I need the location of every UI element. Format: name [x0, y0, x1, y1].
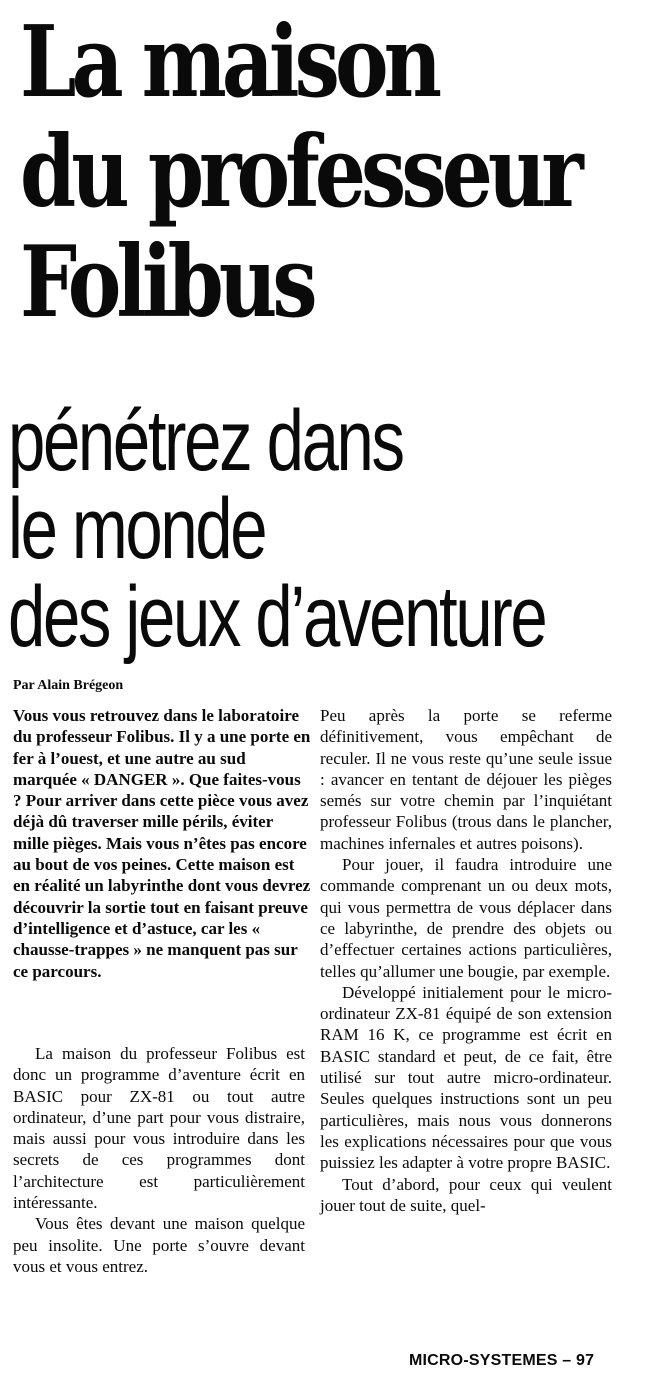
body-paragraph: Pour jouer, il faudra introduire une commande comprenant un ou deux mots, qui vous permettra de vous déplacer dans ce labyrinthe, de prendre des objets ou d’effectuer certaines actions particulières, telles qu’allumer une bougie, par exemple.	[320, 855, 612, 981]
article-title	[20, 5, 579, 340]
byline: Par Alain Brégeon	[13, 678, 124, 693]
subtitle-line-3: des jeux d’aventure	[8, 569, 546, 665]
body-paragraph: Développé initialement pour le micro-ordinateur ZX-81 équipé de son extension RAM 16 K, ce programme est écrit en BASIC standard et peut, de ce fait, être utilisé sur tout autre micro-ordinateur. Seules quelques instructions sont un peu particulières, mais nous vous donnerons les explications nécessaires pour que vous puissiez les adapter à votre propre BASIC.	[320, 982, 612, 1173]
article-subtitle	[8, 393, 546, 665]
page-footer: MICRO-SYSTEMES – 97	[409, 1352, 595, 1369]
body-column-right	[320, 705, 612, 1216]
title-line-2: du professeur	[20, 115, 579, 230]
title-line-3: Folibus	[20, 225, 313, 340]
body-paragraph: La maison du professeur Folibus est donc un programme d’aventure écrit en BASIC pour ZX-81 ou tout autre ordinateur, d’une part pour vous distraire, mais aussi pour vous introduire dans les secrets de ces programmes dont l’architecture est particulièrement intéressante.	[13, 1044, 305, 1213]
body-column-left	[13, 1043, 305, 1277]
subtitle-line-2: le monde	[8, 481, 266, 577]
subtitle-line-1: pénétrez dans	[8, 393, 403, 489]
body-paragraph: Peu après la porte se referme définitivement, vous empêchant de reculer. Il ne vous reste qu’une seule issue : avancer en tentant de déjouer les pièges semés sur votre chemin par l’inquiétant professeur Folibus (trous dans le plancher, machines infernales et autres poisons).	[320, 706, 612, 853]
lead-paragraph: Vous vous retrouvez dans le laboratoire du professeur Folibus. Il y a une porte en fer à l’ouest, et une autre au sud marquée « DANGER ». Que faites-vous ? Pour arriver dans cette pièce vous avez déjà dû traverser mille périls, éviter mille pièges. Mais vous n’êtes pas encore au bout de vos peines. Cette maison est en réalité un labyrinthe dont vous devrez découvrir la sortie tout en faisant preuve d’intelligence et d’astuce, car les « chausse-trappes » ne manquent pas sur ce parcours.	[13, 706, 311, 981]
body-paragraph: Tout d’abord, pour ceux qui veulent jouer tout de suite, quel-	[320, 1174, 612, 1215]
body-paragraph: Vous êtes devant une maison quelque peu insolite. Une porte s’ouvre devant vous et vous entrez.	[13, 1214, 305, 1276]
title-line-1: La maison	[20, 5, 438, 120]
